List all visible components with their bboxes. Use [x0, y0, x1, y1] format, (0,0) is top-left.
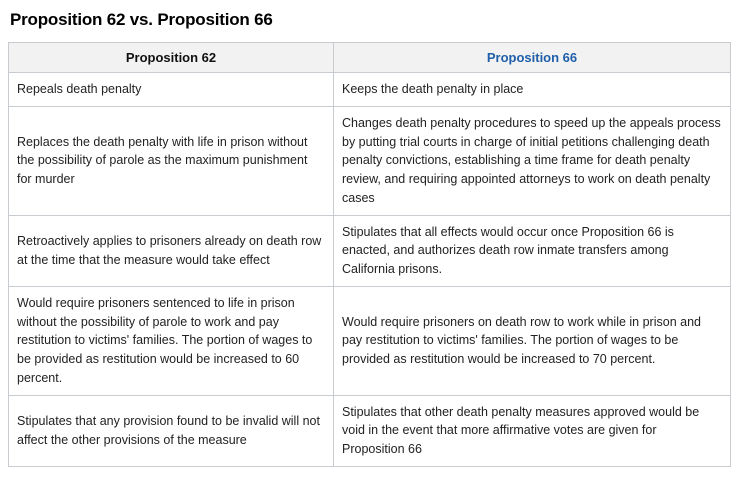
cell-prop66: Stipulates that other death penalty measures approved would be void in the event that more affirmative votes are given for Proposition 66 — [334, 395, 731, 466]
table-header — [9, 43, 731, 73]
cell-prop66: Stipulates that all effects would occur once Proposition 66 is enacted, and authorizes death row inmate transfers among California prisons. — [334, 215, 731, 286]
cell-prop66: Would require prisoners on death row to work while in prison and pay restitution to victims' families. The portion of wages to be provided as restitution would be increased to 70 percent. — [334, 286, 731, 395]
table-row — [9, 215, 731, 286]
column-header-prop66: Proposition 66 — [334, 43, 731, 73]
cell-prop66: Keeps the death penalty in place — [334, 73, 731, 107]
cell-prop62: Retroactively applies to prisoners already on death row at the time that the measure would take effect — [9, 215, 334, 286]
table-body — [9, 73, 731, 467]
cell-prop62: Stipulates that any provision found to be invalid will not affect the other provisions of the measure — [9, 395, 334, 466]
cell-prop62: Repeals death penalty — [9, 73, 334, 107]
page-title: Proposition 62 vs. Proposition 66 — [10, 10, 273, 29]
table-header-row — [9, 43, 731, 73]
comparison-table — [8, 42, 731, 467]
table-row — [9, 106, 731, 215]
column-header-prop62: Proposition 62 — [9, 43, 334, 73]
cell-prop66: Changes death penalty procedures to speed up the appeals process by putting trial courts in charge of initial petitions challenging death penalty convictions, establishing a time frame for death penalty review, and requiring appointed attorneys to work on death penalty cases — [334, 106, 731, 215]
table-row — [9, 286, 731, 395]
cell-prop62: Would require prisoners sentenced to life in prison without the possibility of parole to work and pay restitution to victims' families. The portion of wages to be provided as restitution would be increased to 60 percent. — [9, 286, 334, 395]
table-row — [9, 73, 731, 107]
cell-prop62: Replaces the death penalty with life in prison without the possibility of parole as the maximum punishment for murder — [9, 106, 334, 215]
table-row — [9, 395, 731, 466]
